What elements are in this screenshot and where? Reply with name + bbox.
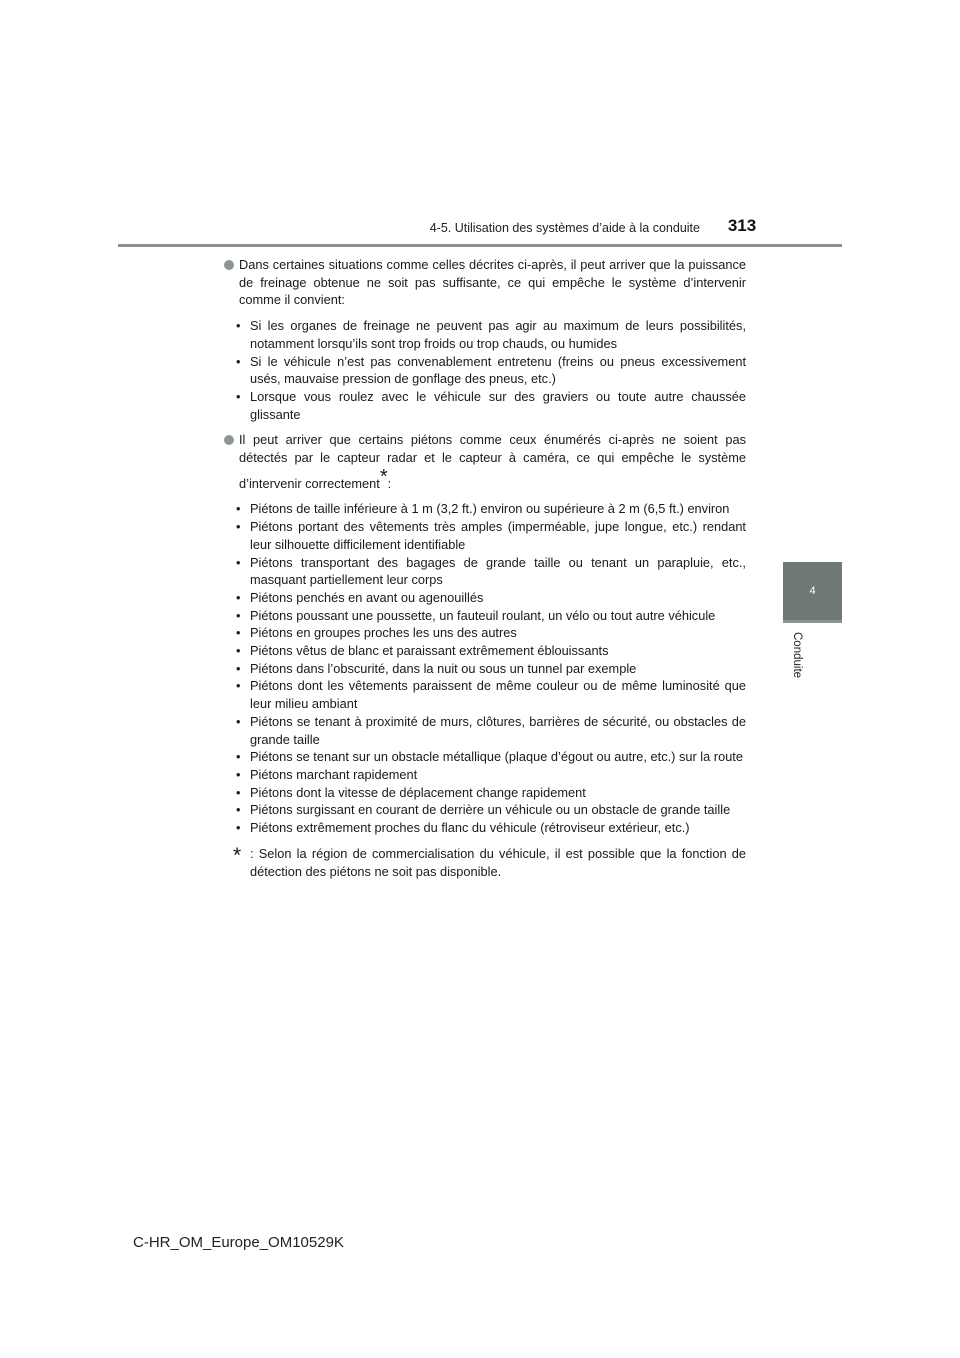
list-item-text: Piétons se tenant à proximité de murs, clôtures, barrières de sécurité, ou obstacles de grande taille (250, 713, 746, 747)
list-bullet: • (236, 607, 241, 623)
list-item (224, 607, 746, 625)
list-item-text: Si le véhicule n’est pas convenablement entretenu (freins ou pneus excessivement usés, mauvaise pression de gonflage des pneus, etc.) (250, 353, 746, 387)
list-item (224, 500, 746, 518)
list-bullet: • (236, 749, 241, 765)
footnote-reference: * (379, 465, 388, 488)
footnote (224, 845, 746, 880)
list-item (224, 713, 746, 748)
header-section-title: 4-5. Utilisation des systèmes d’aide à la conduite (429, 221, 700, 235)
chapter-tab (783, 562, 842, 620)
bullet-circle-icon (224, 260, 234, 270)
list-item-text: Piétons extrêmement proches du flanc du véhicule (rétroviseur extérieur, etc.) (250, 820, 690, 836)
list-bullet: • (236, 519, 241, 535)
list-item (224, 388, 746, 423)
list-item (224, 589, 746, 607)
list-item-text: Piétons transportant des bagages de grande taille ou tenant un parapluie, etc., masquant partiellement leur corps (250, 554, 746, 588)
list-item-text: Piétons penchés en avant ou agenouillés (250, 589, 484, 605)
list-bullet: • (236, 660, 241, 676)
list-bullet: • (236, 643, 241, 659)
list-item-text: Piétons marchant rapidement (250, 766, 418, 782)
bullet-circle-icon (224, 435, 234, 445)
pedestrian-conditions-list (224, 500, 746, 836)
chapter-number: 4 (809, 585, 816, 597)
list-item-text: Piétons se tenant sur un obstacle métallique (plaque d’égout ou autre, etc.) sur la route (250, 749, 743, 765)
footnote-star: * (233, 843, 242, 867)
list-item (224, 660, 746, 678)
list-item-text: Lorsque vous roulez avec le véhicule sur des graviers ou toute autre chaussée glissante (250, 388, 746, 422)
paragraph-braking (224, 256, 746, 309)
chapter-title: Conduite (791, 632, 803, 679)
list-item (224, 677, 746, 712)
paragraph-text: Il peut arriver que certains piétons comme ceux énumérés ci-après ne soient pas détectés par le capteur radar et le capteur à caméra, ce qui empêche le système d’intervenir correctement (239, 432, 746, 491)
list-item-text: Piétons surgissant en courant de derrière un véhicule ou un obstacle de grande taille (250, 802, 731, 818)
paragraph-colon: : (387, 475, 392, 491)
list-item (224, 624, 746, 642)
list-item-text: Piétons en groupes proches les uns des autres (250, 625, 517, 641)
page-content (224, 256, 746, 880)
list-item (224, 317, 746, 352)
list-bullet: • (236, 802, 241, 818)
paragraph-pedestrians (224, 431, 746, 492)
list-bullet: • (236, 820, 241, 836)
list-item-text: Piétons de taille inférieure à 1 m (3,2 ft.) environ ou supérieure à 2 m (6,5 ft.) environ (250, 501, 730, 517)
list-item-text: Piétons vêtus de blanc et paraissant extrêmement éblouissants (250, 643, 609, 659)
footnote-text: : Selon la région de commercialisation du véhicule, il est possible que la fonction de détection des piétons ne soit pas disponible. (250, 845, 746, 879)
list-item (224, 518, 746, 553)
list-item (224, 748, 746, 766)
braking-conditions-list (224, 317, 746, 423)
list-bullet: • (236, 625, 241, 641)
list-item-text: Piétons dont les vêtements paraissent de même couleur ou de même luminosité que leur milieu ambiant (250, 678, 746, 712)
list-bullet: • (236, 388, 241, 404)
list-item-text: Piétons portant des vêtements très amples (imperméable, jupe longue, etc.) rendant leur silhouette difficilement identifiable (250, 519, 746, 552)
list-item-text: Piétons dans l’obscurité, dans la nuit ou sous un tunnel par exemple (250, 660, 637, 676)
list-item-text: Piétons dont la vitesse de déplacement change rapidement (250, 784, 586, 800)
list-bullet: • (236, 766, 241, 782)
page-number: 313 (727, 216, 757, 235)
list-item-text: Si les organes de freinage ne peuvent pas agir au maximum de leurs possibilités, notamment lorsqu’ils sont trop froids ou trop chauds, ou humides (250, 318, 746, 351)
list-item (224, 353, 746, 388)
list-bullet: • (236, 713, 241, 729)
document-id: C-HR_OM_Europe_OM10529K (133, 1234, 344, 1251)
header-rule (118, 244, 842, 247)
chapter-rule (783, 620, 842, 623)
list-item (224, 801, 746, 819)
list-bullet: • (236, 678, 241, 694)
list-bullet: • (236, 318, 241, 334)
paragraph-text: Dans certaines situations comme celles décrites ci-après, il peut arriver que la puissance de freinage obtenue ne soit pas suffisante, ce qui empêche le système d’intervenir comme il convient: (239, 257, 746, 308)
list-item-text: Piétons poussant une poussette, un fauteuil roulant, un vélo ou tout autre véhicule (250, 607, 716, 623)
list-item (224, 554, 746, 589)
list-item (224, 766, 746, 784)
list-item (224, 819, 746, 837)
list-bullet: • (236, 353, 241, 369)
list-bullet: • (236, 589, 241, 605)
list-item (224, 642, 746, 660)
list-item (224, 784, 746, 802)
list-bullet: • (236, 554, 241, 570)
list-bullet: • (236, 501, 241, 517)
list-bullet: • (236, 784, 241, 800)
